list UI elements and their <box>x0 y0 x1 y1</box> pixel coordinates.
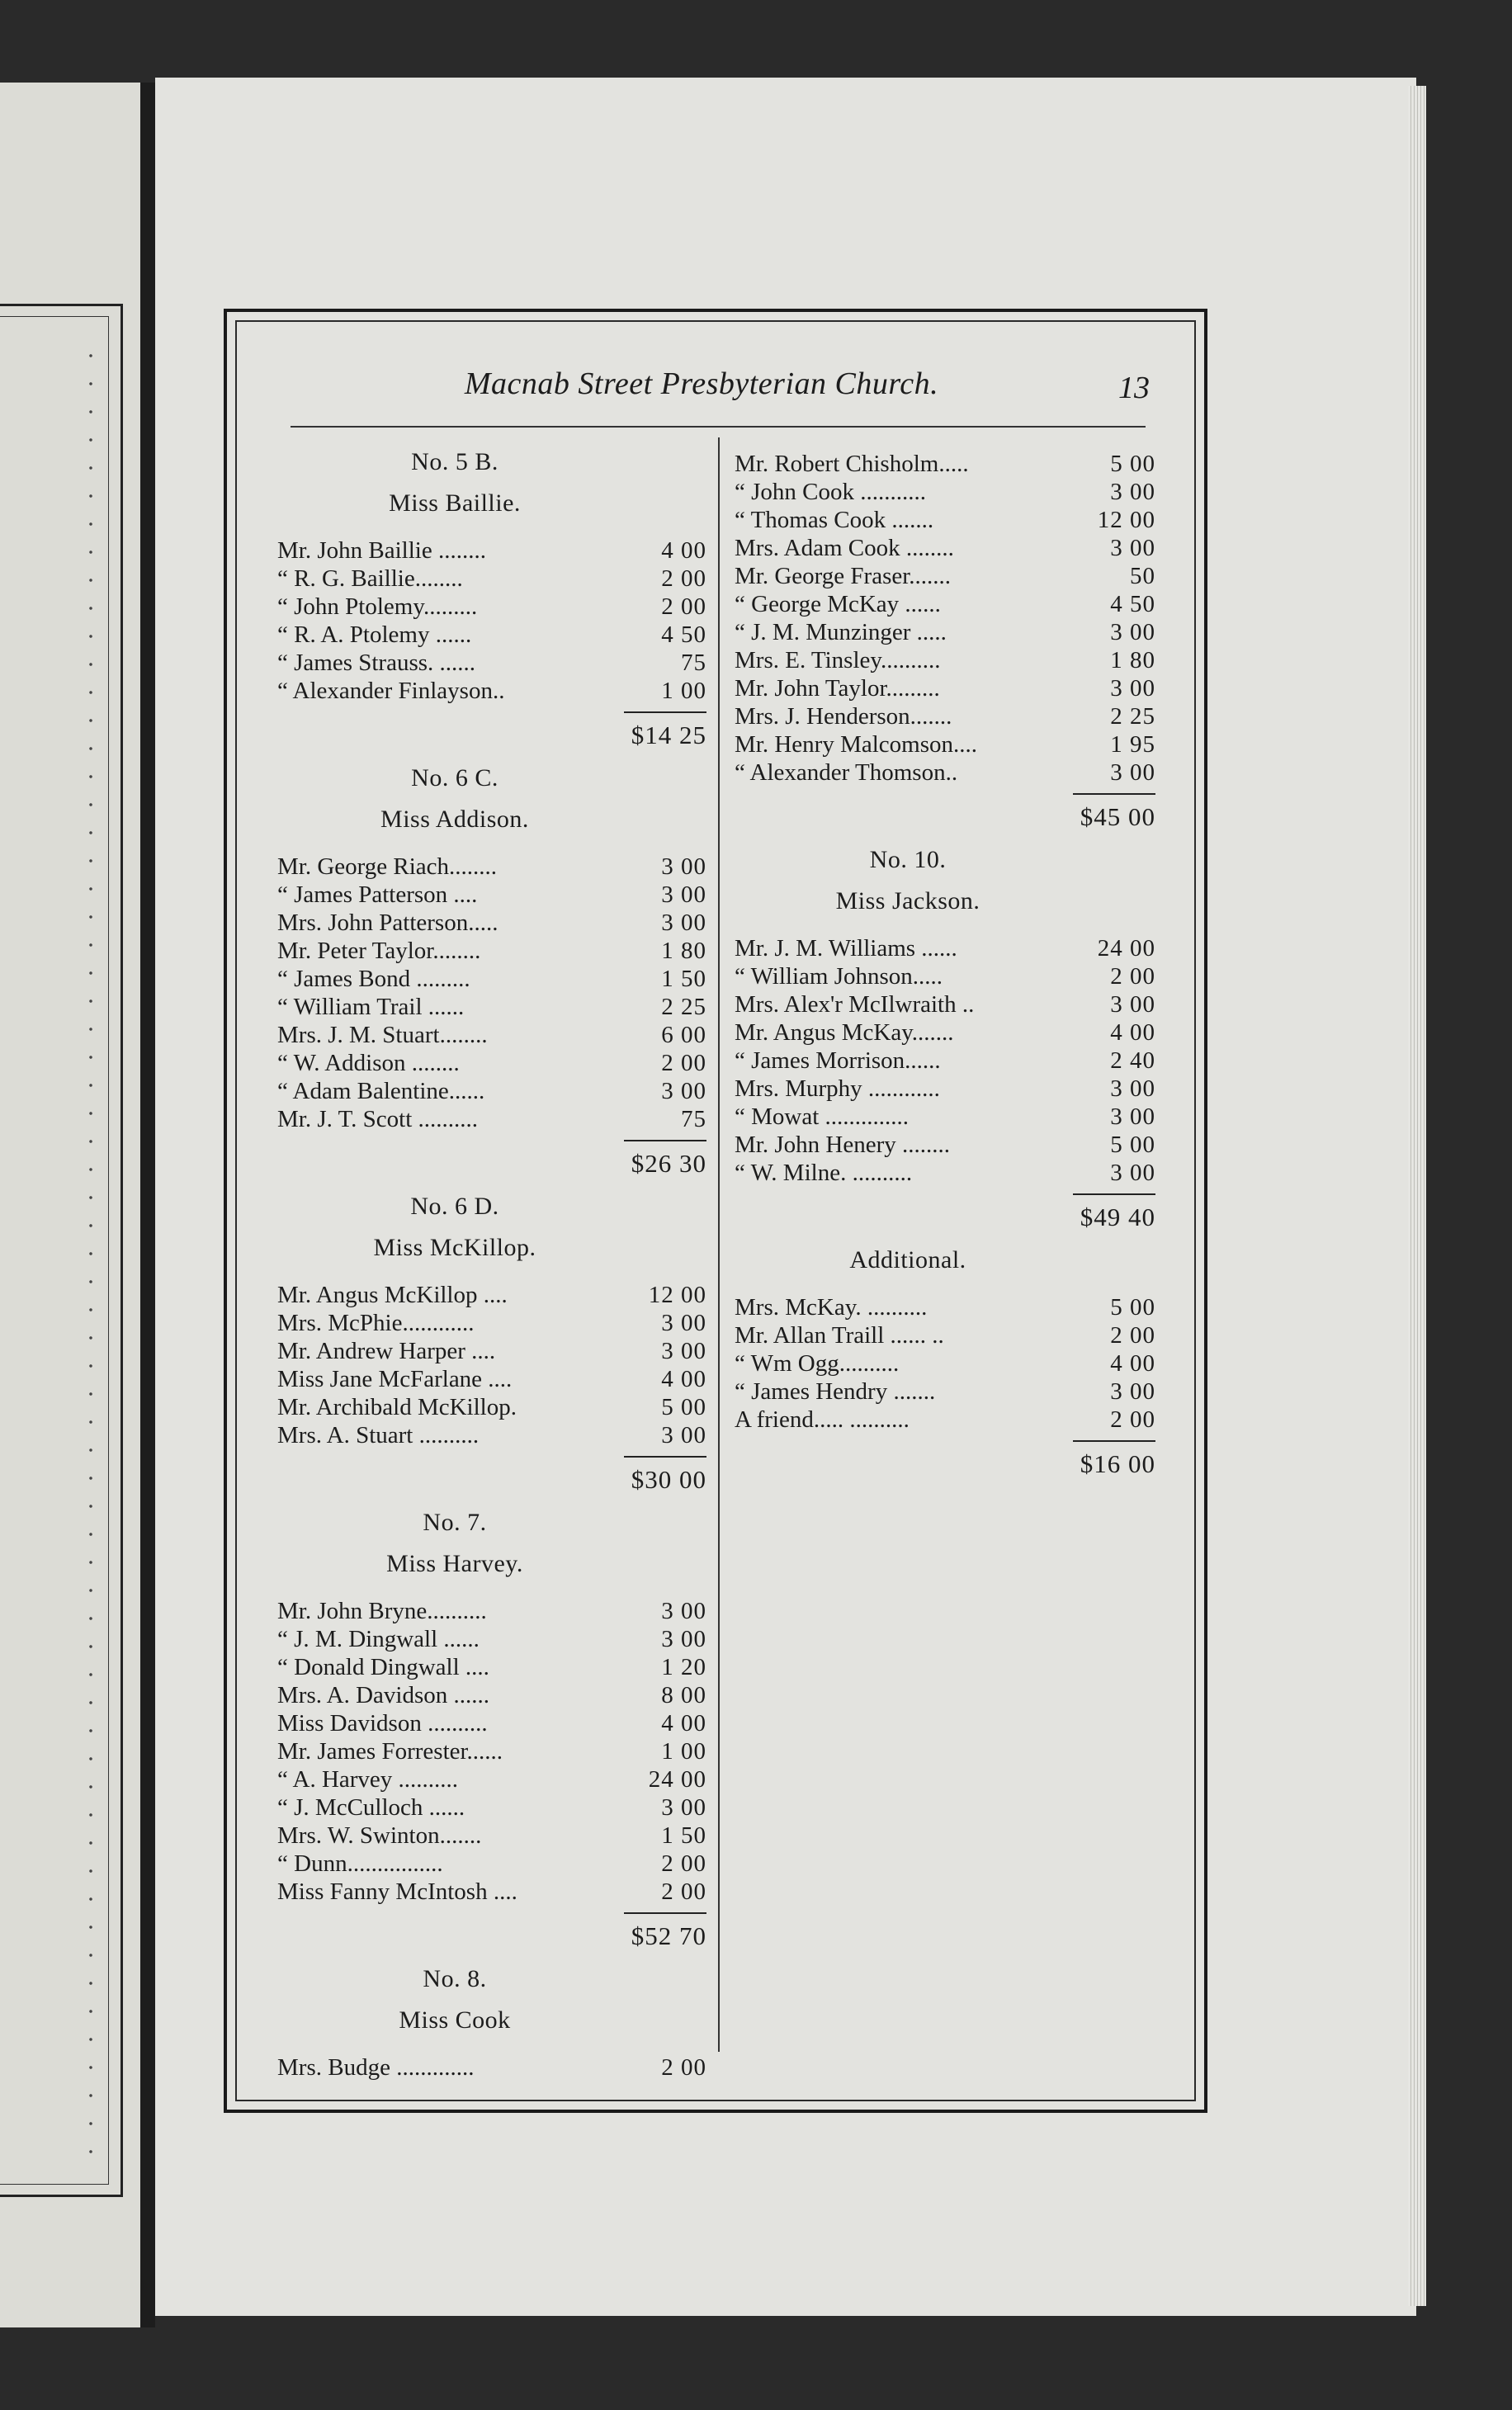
page-number: 13 <box>1118 371 1150 405</box>
donation-amount: 4 00 <box>661 1366 706 1392</box>
donor-row <box>735 1377 1155 1406</box>
donor-name: Miss Fanny McIntosh .... <box>277 1878 517 1905</box>
donor-name: “ Wm Ogg.......... <box>735 1350 900 1377</box>
donor-row <box>735 934 1155 962</box>
donation-amount: 5 00 <box>661 1394 706 1420</box>
facing-page-dot-leaders <box>88 342 93 2159</box>
collection-section <box>735 1240 1155 1486</box>
donor-name: Mr. J. M. Williams ...... <box>735 935 957 962</box>
donor-row <box>735 562 1155 590</box>
donor-row <box>735 1047 1155 1075</box>
donor-name: Mrs. McKay. .......... <box>735 1294 928 1321</box>
donation-amount: 2 25 <box>1110 703 1155 730</box>
donation-amount: 2 00 <box>661 1050 706 1076</box>
donor-row <box>277 937 706 965</box>
donor-row <box>277 677 706 705</box>
donation-amount: 2 00 <box>661 1850 706 1877</box>
donation-amount: 3 00 <box>661 1626 706 1652</box>
donor-row <box>735 674 1155 702</box>
section-number: No. 6 C. <box>411 764 498 792</box>
donor-name: A friend..... .......... <box>735 1406 910 1433</box>
donor-row <box>277 2053 706 2082</box>
donor-row <box>735 450 1155 478</box>
donor-name: Mrs. McPhie............ <box>277 1310 475 1336</box>
collector-name: Miss Addison. <box>380 806 529 833</box>
donation-amount: 3 00 <box>661 1310 706 1336</box>
donor-name: Mrs. J. M. Stuart........ <box>277 1022 488 1048</box>
donor-row <box>735 534 1155 562</box>
donor-row <box>277 565 706 593</box>
donor-name: “ James Bond ......... <box>277 966 470 992</box>
donor-name: “ John Cook ........... <box>735 479 926 505</box>
section-number: No. 8. <box>423 1965 487 1992</box>
donor-row <box>277 853 706 881</box>
donor-row <box>277 1878 706 1906</box>
section-total: $49 40 <box>1080 1203 1155 1231</box>
donation-amount: 2 00 <box>1110 1406 1155 1433</box>
section-gap <box>277 840 706 853</box>
donor-row <box>277 1077 706 1105</box>
donation-amount: 1 50 <box>661 1822 706 1849</box>
facing-page-border <box>0 304 123 2197</box>
donor-name: “ J. M. Dingwall ...... <box>277 1626 480 1652</box>
section-gap <box>277 524 706 536</box>
donor-name: Mr. J. T. Scott .......... <box>277 1106 479 1132</box>
donor-row <box>277 649 706 677</box>
donor-row <box>735 1293 1155 1321</box>
donation-amount: 75 <box>681 650 706 676</box>
donor-name: “ Adam Balentine...... <box>277 1078 485 1104</box>
section-total: $14 25 <box>631 721 706 749</box>
section-number: No. 10. <box>869 846 947 873</box>
donor-row <box>277 1709 706 1737</box>
left-column <box>277 442 706 2082</box>
donor-row <box>735 506 1155 534</box>
section-total: $52 70 <box>631 1921 706 1950</box>
section-total: $16 00 <box>1080 1449 1155 1478</box>
donor-name: “ R. A. Ptolemy ...... <box>277 621 472 648</box>
donation-amount: 3 00 <box>661 1422 706 1448</box>
donor-name: Mr. Peter Taylor........ <box>277 938 481 964</box>
column-divider <box>718 437 720 2052</box>
donor-name: “ A. Harvey .......... <box>277 1766 459 1793</box>
donor-name: Miss Jane McFarlane .... <box>277 1366 513 1392</box>
section-gap <box>735 922 1155 934</box>
donor-row <box>277 593 706 621</box>
donation-amount: 3 00 <box>661 1794 706 1821</box>
donor-row <box>735 478 1155 506</box>
donor-row <box>277 1337 706 1365</box>
running-head-title: Macnab Street Presbyterian Church. <box>464 366 939 401</box>
collector-name: Miss Jackson. <box>835 887 980 914</box>
donor-row <box>735 1075 1155 1103</box>
donation-amount: 1 20 <box>661 1654 706 1680</box>
donor-name: Miss Davidson .......... <box>277 1710 488 1737</box>
collector-name: Miss Harvey. <box>386 1550 523 1577</box>
donation-amount: 4 00 <box>1110 1019 1155 1046</box>
donation-amount: 3 00 <box>1110 675 1155 702</box>
right-column <box>735 450 1155 1486</box>
collection-section <box>277 1502 706 1959</box>
donation-amount: 4 00 <box>1110 1350 1155 1377</box>
section-gap <box>277 1269 706 1281</box>
donor-row <box>277 1021 706 1049</box>
donor-name: “ Alexander Thomson.. <box>735 759 958 786</box>
donor-row <box>735 1349 1155 1377</box>
donor-name: “ J. McCulloch ...... <box>277 1794 465 1821</box>
donor-row <box>277 1653 706 1681</box>
donation-amount: 2 00 <box>661 1878 706 1905</box>
donor-row <box>277 536 706 565</box>
donor-name: Mr. Archibald McKillop. <box>277 1394 517 1420</box>
donation-amount: 8 00 <box>661 1682 706 1708</box>
donation-amount: 2 00 <box>661 593 706 620</box>
donor-row <box>735 1131 1155 1159</box>
donor-name: “ William Johnson..... <box>735 963 943 990</box>
donor-name: “ Dunn................ <box>277 1850 443 1877</box>
collector-name: Miss Baillie. <box>389 489 521 517</box>
donation-amount: 1 00 <box>661 678 706 704</box>
donor-name: Mrs. Alex'r McIlwraith .. <box>735 991 975 1018</box>
donation-amount: 3 00 <box>661 1598 706 1624</box>
collection-section <box>735 839 1155 1240</box>
section-total: $30 00 <box>631 1465 706 1494</box>
donor-row <box>735 990 1155 1018</box>
donor-row <box>735 702 1155 730</box>
donation-amount: 4 00 <box>661 537 706 564</box>
donation-amount: 5 00 <box>1110 1132 1155 1158</box>
donor-name: Mr. John Bryne.......... <box>277 1598 487 1624</box>
donor-name: Mrs. Adam Cook ........ <box>735 535 954 561</box>
page-edges <box>1408 86 1426 2306</box>
donation-amount: 3 00 <box>1110 479 1155 505</box>
donor-row <box>277 1309 706 1337</box>
donor-row <box>735 730 1155 758</box>
donor-name: Mr. John Henery ........ <box>735 1132 950 1158</box>
donor-name: Mr. John Baillie ........ <box>277 537 486 564</box>
donor-row <box>735 1321 1155 1349</box>
donation-amount: 3 00 <box>661 853 706 880</box>
donor-name: “ W. Milne. .......... <box>735 1160 913 1186</box>
collection-section <box>735 450 1155 839</box>
donor-name: Mrs. Murphy ............ <box>735 1075 940 1102</box>
donor-name: Mr. Angus McKillop .... <box>277 1282 508 1308</box>
donor-row <box>277 621 706 649</box>
donation-amount: 5 00 <box>1110 451 1155 477</box>
donation-amount: 1 50 <box>661 966 706 992</box>
donor-name: Mr. John Taylor......... <box>735 675 940 702</box>
donation-amount: 1 80 <box>661 938 706 964</box>
donor-row <box>277 909 706 937</box>
donor-name: Mrs. W. Swinton....... <box>277 1822 482 1849</box>
donor-row <box>277 1421 706 1449</box>
donation-amount: 1 95 <box>1110 731 1155 758</box>
donor-row <box>277 881 706 909</box>
donor-name: Mr. Allan Traill ...... .. <box>735 1322 944 1349</box>
donor-row <box>277 1049 706 1077</box>
donation-amount: 24 00 <box>648 1766 706 1793</box>
donor-name: Mrs. E. Tinsley.......... <box>735 647 941 673</box>
donation-amount: 3 00 <box>1110 1103 1155 1130</box>
donation-amount: 3 00 <box>661 881 706 908</box>
donor-name: “ James Morrison...... <box>735 1047 941 1074</box>
donor-row <box>277 1793 706 1822</box>
donor-name: “ J. M. Munzinger ..... <box>735 619 947 645</box>
donor-row <box>277 1681 706 1709</box>
donor-name: Mr. George Fraser....... <box>735 563 952 589</box>
section-total: $26 30 <box>631 1149 706 1178</box>
collection-section <box>277 758 706 1186</box>
donor-name: Mrs. A. Davidson ...... <box>277 1682 489 1708</box>
donation-amount: 3 00 <box>1110 991 1155 1018</box>
donation-amount: 50 <box>1130 563 1155 589</box>
donation-amount: 3 00 <box>1110 1378 1155 1405</box>
donor-row <box>277 1737 706 1765</box>
donor-name: Mrs. John Patterson..... <box>277 910 498 936</box>
donor-name: “ W. Addison ........ <box>277 1050 460 1076</box>
donation-amount: 6 00 <box>661 1022 706 1048</box>
donation-amount: 1 00 <box>661 1738 706 1765</box>
donation-amount: 4 50 <box>1110 591 1155 617</box>
collection-section <box>277 1186 706 1502</box>
donor-row <box>735 1018 1155 1047</box>
facing-page-inner-border <box>0 316 109 2185</box>
donation-amount: 3 00 <box>661 1338 706 1364</box>
donor-row <box>277 1365 706 1393</box>
donation-amount: 2 00 <box>1110 1322 1155 1349</box>
donor-row <box>277 1105 706 1133</box>
section-gap <box>735 1281 1155 1293</box>
donor-row <box>735 962 1155 990</box>
donor-row <box>735 618 1155 646</box>
donor-name: Mr. Andrew Harper .... <box>277 1338 496 1364</box>
donor-row <box>277 993 706 1021</box>
collector-name: Miss McKillop. <box>373 1234 536 1261</box>
donor-row <box>735 1159 1155 1187</box>
donation-amount: 75 <box>681 1106 706 1132</box>
donation-amount: 3 00 <box>661 910 706 936</box>
donation-amount: 3 00 <box>661 1078 706 1104</box>
section-number: No. 5 B. <box>411 448 498 475</box>
donation-amount: 3 00 <box>1110 759 1155 786</box>
donor-name: “ William Trail ...... <box>277 994 465 1020</box>
donor-row <box>735 646 1155 674</box>
donor-name: “ Thomas Cook ....... <box>735 507 934 533</box>
collector-name: Miss Cook <box>399 2006 511 2034</box>
donor-row <box>277 965 706 993</box>
donation-amount: 2 00 <box>661 565 706 592</box>
donation-amount: 12 00 <box>648 1282 706 1308</box>
donor-row <box>735 1406 1155 1434</box>
donor-name: Mrs. A. Stuart .......... <box>277 1422 480 1448</box>
donor-name: Mr. James Forrester...... <box>277 1738 503 1765</box>
donation-amount: 5 00 <box>1110 1294 1155 1321</box>
donor-name: Mr. Angus McKay....... <box>735 1019 954 1046</box>
donation-amount: 4 50 <box>661 621 706 648</box>
donor-name: “ James Hendry ....... <box>735 1378 936 1405</box>
collection-section <box>277 442 706 758</box>
donor-name: “ Alexander Finlayson.. <box>277 678 505 704</box>
donation-amount: 12 00 <box>1097 507 1155 533</box>
donor-name: Mrs. J. Henderson....... <box>735 703 952 730</box>
donation-amount: 3 00 <box>1110 1075 1155 1102</box>
donation-amount: 2 40 <box>1110 1047 1155 1074</box>
donor-row <box>277 1597 706 1625</box>
section-number: No. 7. <box>423 1509 487 1536</box>
donation-amount: 4 00 <box>661 1710 706 1737</box>
donor-row <box>277 1822 706 1850</box>
donor-name: Mr. George Riach........ <box>277 853 498 880</box>
donation-amount: 24 00 <box>1097 935 1155 962</box>
donor-name: “ John Ptolemy......... <box>277 593 478 620</box>
donor-row <box>277 1765 706 1793</box>
collection-section <box>277 1959 706 2082</box>
donor-name: Mr. Henry Malcomson.... <box>735 731 977 758</box>
section-total: $45 00 <box>1080 802 1155 831</box>
donor-row <box>277 1281 706 1309</box>
donor-name: Mr. Robert Chisholm..... <box>735 451 969 477</box>
donation-amount: 3 00 <box>1110 619 1155 645</box>
donation-amount: 3 00 <box>1110 535 1155 561</box>
donor-row <box>735 590 1155 618</box>
donor-row <box>277 1850 706 1878</box>
donor-name: “ Donald Dingwall .... <box>277 1654 489 1680</box>
donor-name: “ James Strauss. ...... <box>277 650 476 676</box>
donor-name: “ James Patterson .... <box>277 881 478 908</box>
facing-page-fragment <box>0 83 140 2327</box>
donation-amount: 3 00 <box>1110 1160 1155 1186</box>
donor-row <box>277 1625 706 1653</box>
donor-name: “ George McKay ...... <box>735 591 941 617</box>
book-gutter <box>140 83 155 2327</box>
section-number: No. 6 D. <box>410 1193 499 1220</box>
collector-name: Additional. <box>849 1246 966 1274</box>
donor-name: “ R. G. Baillie........ <box>277 565 463 592</box>
donation-amount: 2 25 <box>661 994 706 1020</box>
donor-row <box>735 758 1155 787</box>
header-rule <box>291 426 1146 428</box>
donor-row <box>735 1103 1155 1131</box>
donation-amount: 2 00 <box>1110 963 1155 990</box>
donation-amount: 1 80 <box>1110 647 1155 673</box>
section-gap <box>277 1585 706 1597</box>
section-gap <box>277 2041 706 2053</box>
donor-row <box>277 1393 706 1421</box>
donor-name: Mrs. Budge ............. <box>277 2054 475 2081</box>
donor-name: “ Mowat .............. <box>735 1103 910 1130</box>
donation-amount: 2 00 <box>661 2054 706 2081</box>
